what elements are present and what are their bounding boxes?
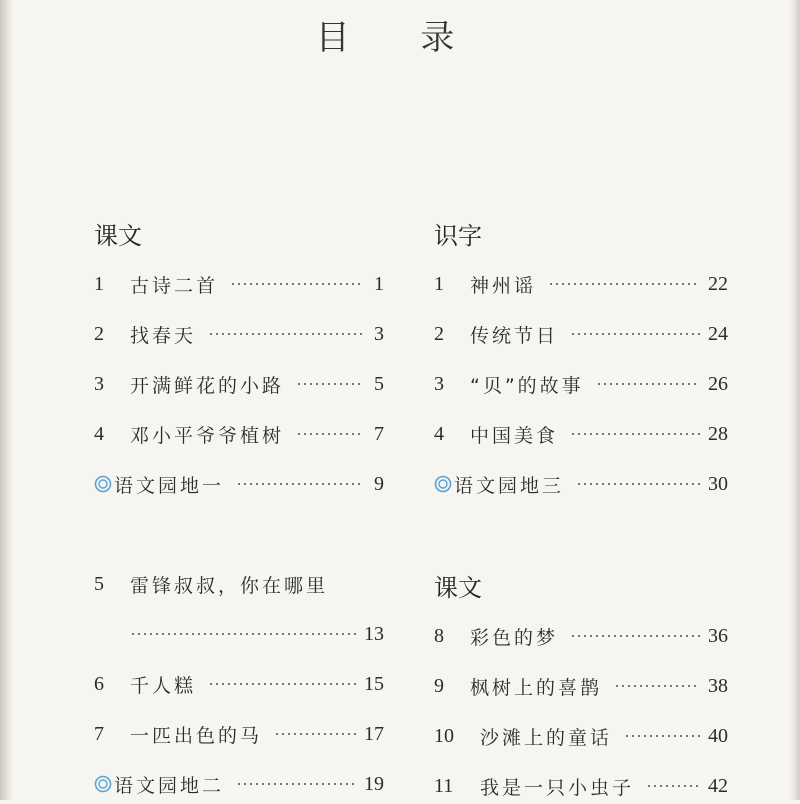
entry-page: 13 xyxy=(364,622,384,645)
dot-leader xyxy=(208,333,362,335)
entry-title: 一匹出色的马 xyxy=(130,724,263,747)
entry-number: 9 xyxy=(434,674,444,697)
dot-leader xyxy=(624,735,700,737)
toc-entry[interactable] xyxy=(94,566,384,602)
dot-leader xyxy=(614,685,700,687)
toc-entry-yuandi[interactable] xyxy=(94,466,384,502)
dot-leader xyxy=(236,783,356,785)
page-edge-right xyxy=(788,0,800,800)
entry-title: 中国美食 xyxy=(470,424,559,447)
double-circle-icon xyxy=(434,475,452,493)
dot-leader xyxy=(548,283,700,285)
dot-leader xyxy=(296,433,362,435)
dot-leader xyxy=(208,683,356,685)
toc-entry[interactable] xyxy=(94,666,384,702)
left-column xyxy=(94,0,414,800)
entry-page: 3 xyxy=(374,322,384,345)
toc-entry[interactable] xyxy=(94,366,384,402)
entry-number: 6 xyxy=(94,672,104,695)
toc-entry[interactable] xyxy=(94,266,384,302)
entry-page: 22 xyxy=(708,272,728,295)
entry-title: 语文园地二 xyxy=(114,774,225,797)
entry-title: 枫树上的喜鹊 xyxy=(470,676,603,699)
entry-title: 找春天 xyxy=(130,324,197,347)
entry-number: 3 xyxy=(94,372,104,395)
section-heading-shizi: 识字 xyxy=(434,222,482,250)
dot-leader xyxy=(570,433,700,435)
dot-leader xyxy=(646,785,700,787)
entry-number: 3 xyxy=(434,372,444,395)
entry-title: 邓小平爷爷植树 xyxy=(130,424,285,447)
section-heading-kewen: 课文 xyxy=(434,574,482,602)
entry-page: 28 xyxy=(708,422,728,445)
dot-leader xyxy=(274,733,356,735)
dot-leader xyxy=(576,483,700,485)
entry-title: 语文园地三 xyxy=(454,474,565,497)
toc-entry-yuandi[interactable] xyxy=(94,766,384,802)
double-circle-icon xyxy=(94,775,112,793)
entry-title: 我是一只小虫子 xyxy=(480,776,635,799)
entry-number: 11 xyxy=(434,774,454,797)
entry-page: 24 xyxy=(708,322,728,345)
dot-leader xyxy=(596,383,700,385)
entry-title: 语文园地一 xyxy=(114,474,225,497)
double-circle-icon xyxy=(94,475,112,493)
entry-number: 4 xyxy=(94,422,104,445)
page-edge-left xyxy=(0,0,14,800)
entry-number: 7 xyxy=(94,722,104,745)
entry-number: 10 xyxy=(434,724,454,747)
toc-entry[interactable] xyxy=(434,266,728,302)
entry-number: 8 xyxy=(434,624,444,647)
entry-page: 26 xyxy=(708,372,728,395)
entry-page: 38 xyxy=(708,674,728,697)
entry-number: 4 xyxy=(434,422,444,445)
entry-page: 5 xyxy=(374,372,384,395)
section-heading-kewen: 课文 xyxy=(94,222,142,250)
entry-page: 40 xyxy=(708,724,728,747)
entry-page: 1 xyxy=(374,272,384,295)
page-title: 目 录 xyxy=(315,18,485,58)
dot-leader xyxy=(130,633,356,635)
toc-entry[interactable] xyxy=(434,366,728,402)
toc-entry[interactable] xyxy=(94,716,384,752)
toc-entry[interactable] xyxy=(434,768,728,804)
entry-page: 17 xyxy=(364,722,384,745)
dot-leader xyxy=(236,483,362,485)
toc-entry[interactable] xyxy=(94,316,384,352)
entry-number: 2 xyxy=(94,322,104,345)
toc-entry-continuation[interactable] xyxy=(94,616,384,652)
entry-number: 1 xyxy=(434,272,444,295)
entry-title: 神州谣 xyxy=(470,274,537,297)
entry-page: 19 xyxy=(364,772,384,795)
entry-number: 2 xyxy=(434,322,444,345)
entry-page: 30 xyxy=(708,472,728,495)
toc-entry[interactable] xyxy=(434,316,728,352)
toc-entry[interactable] xyxy=(94,416,384,452)
entry-title: 千人糕 xyxy=(130,674,197,697)
entry-title: 彩色的梦 xyxy=(470,626,559,649)
entry-page: 9 xyxy=(374,472,384,495)
dot-leader xyxy=(230,283,362,285)
entry-title: “贝”的故事 xyxy=(470,374,584,397)
toc-entry[interactable] xyxy=(434,718,728,754)
entry-title: 开满鲜花的小路 xyxy=(130,374,285,397)
toc-entry[interactable] xyxy=(434,668,728,704)
dot-leader xyxy=(296,383,362,385)
entry-page: 42 xyxy=(708,774,728,797)
entry-page: 15 xyxy=(364,672,384,695)
dot-leader xyxy=(570,333,700,335)
entry-page: 7 xyxy=(374,422,384,445)
right-column xyxy=(434,0,754,800)
entry-title: 传统节日 xyxy=(470,324,559,347)
dot-leader xyxy=(570,635,700,637)
entry-title: 雷锋叔叔，你在哪里 xyxy=(130,574,329,597)
toc-entry[interactable] xyxy=(434,416,728,452)
entry-title: 古诗二首 xyxy=(130,274,219,297)
toc-entry-yuandi[interactable] xyxy=(434,466,728,502)
toc-entry[interactable] xyxy=(434,618,728,654)
entry-title: 沙滩上的童话 xyxy=(480,726,613,749)
entry-number: 1 xyxy=(94,272,104,295)
entry-number: 5 xyxy=(94,572,104,595)
entry-page: 36 xyxy=(708,624,728,647)
